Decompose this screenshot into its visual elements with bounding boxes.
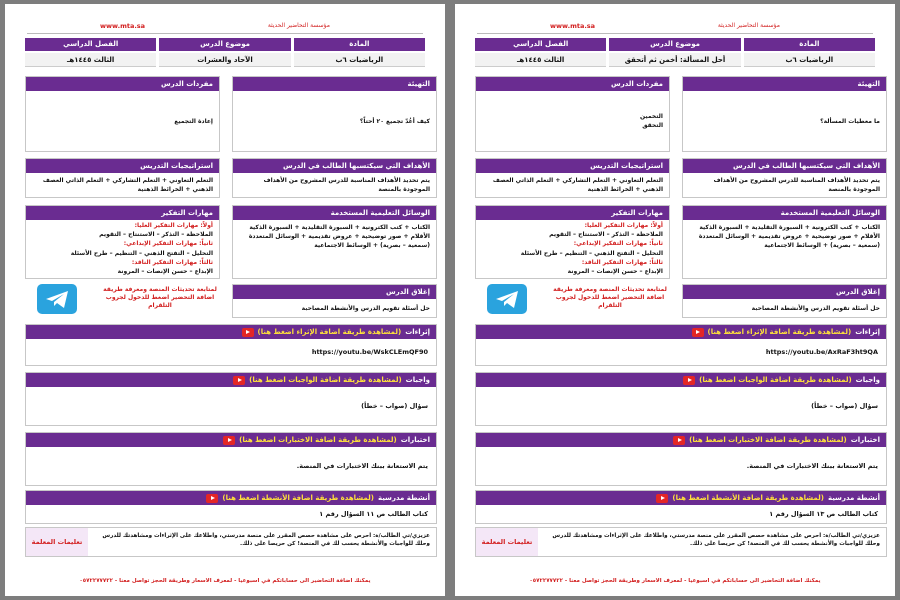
skills-text-1: الملاحظة – التذكر – الاستنتاج – التقويم: [549, 231, 663, 239]
homework-header: [476, 373, 886, 387]
tools-title: الوسائل التعليمية المستخدمة: [233, 206, 436, 220]
topic-column: [159, 38, 290, 69]
org-name: مؤسسة التحاضير الحديثة: [267, 22, 330, 29]
objectives-box: [682, 158, 887, 198]
strategies-box: [475, 158, 670, 198]
page-header: [5, 22, 445, 32]
homework-header: [26, 373, 436, 387]
youtube-play-icon[interactable]: [656, 494, 668, 503]
closing-box: [682, 284, 887, 318]
lesson-plan-page: [455, 4, 895, 596]
site-link[interactable]: www.mta.sa: [100, 22, 146, 30]
topic-value: الآحاد والعشرات: [159, 53, 290, 67]
thinking-skills-box: [25, 205, 220, 279]
divider: [27, 33, 423, 34]
activities-title: أنشطة مدرسية: [377, 494, 430, 502]
objectives-text: يتم تحديد الأهداف المناسبة للدرس المشروح من الأهداف الموجودة بالمنصة: [263, 177, 430, 193]
objectives-title: الأهداف التي سيكتسبها الطالب في الدرس: [233, 159, 436, 173]
tests-title: اختبارات: [400, 436, 430, 444]
topic-column: [609, 38, 740, 69]
lesson-plan-page: [5, 4, 445, 596]
skills-text: [26, 220, 219, 279]
enrichment-section: [475, 324, 887, 366]
strategies-title: استراتيجيات التدريس: [26, 159, 219, 173]
topic-label: موضوع الدرس: [159, 38, 290, 51]
telegram-icon[interactable]: [487, 284, 527, 314]
tests-section: [25, 432, 437, 486]
vocab-text: إعادة التجميع: [174, 117, 213, 125]
closing-text: حل أسئلة تقويم الدرس والأنشطة المصاحبة: [751, 304, 880, 312]
lesson-info-table: [475, 38, 875, 69]
term-value: الثالث ١٤٤٥هـ: [475, 53, 606, 67]
objectives-box: [232, 158, 437, 198]
objectives-title: الأهداف التي سيكتسبها الطالب في الدرس: [683, 159, 886, 173]
teacher-notes-text: عزيزي/تي الطالب/ة: احرص على مشاهدة حصص المقرر على منصة مدرستي، واطلاعك على الإثراءات ومشاهدتك للدرس وحلك للواجبات والأنشطة يحسب لك في المنصة! كن حريصا على ذلك.: [552, 533, 880, 547]
warmup-title: التهيئة: [233, 77, 436, 91]
skills-label-3: ثالثاً: مهارات التفكير الناقد:: [581, 258, 663, 266]
telegram-icon[interactable]: [37, 284, 77, 314]
youtube-play-icon[interactable]: [683, 376, 695, 385]
activities-section: [25, 490, 437, 524]
topic-label: موضوع الدرس: [609, 38, 740, 51]
homework-section: [475, 372, 887, 426]
youtube-play-icon[interactable]: [223, 436, 235, 445]
activities-header: [26, 491, 436, 505]
skills-label-1: أولاً: مهارات التفكير العليا:: [584, 222, 663, 229]
closing-title: إغلاق الدرس: [683, 285, 886, 299]
skills-text-2: التحليل – التفتح الذهني – التنظيم – طرح الأسئلة: [520, 249, 663, 257]
enrichment-title: إثراءات: [855, 328, 880, 336]
divider: [477, 33, 873, 34]
closing-title: إغلاق الدرس: [233, 285, 436, 299]
youtube-play-icon[interactable]: [673, 436, 685, 445]
youtube-play-icon[interactable]: [692, 328, 704, 337]
homework-text: سؤال (صواب – خطأ): [811, 402, 878, 410]
homework-video-link[interactable]: (لمشاهدة طريقة اضافة الواجبات اضغط هنا): [699, 376, 852, 384]
tests-video-link[interactable]: (لمشاهدة طريقة اضافة الاختبارات اضغط هنا): [239, 436, 397, 444]
activities-section: [475, 490, 887, 524]
skills-text-2: التحليل – التفتح الذهني – التنظيم – طرح الأسئلة: [70, 249, 213, 257]
promo-text[interactable]: لمتابعة تحديثات المنصة ومعرفة طريقة اضافة التحضير اضغط للدخول لجروب التلقرام: [553, 286, 667, 309]
activities-title: أنشطة مدرسية: [827, 494, 880, 502]
enrichment-video-link[interactable]: (لمشاهدة طريقة اضافة الإثراء اضغط هنا): [707, 328, 852, 336]
tools-box: [232, 205, 437, 279]
term-label: الفصل الدراسي: [475, 38, 606, 51]
strategies-text: التعلم التعاوني + التعلم التشاركي + التعلم الذاتي العصف الذهني + الخرائط الذهنية: [42, 177, 213, 193]
enrichment-video-link[interactable]: (لمشاهدة طريقة اضافة الإثراء اضغط هنا): [257, 328, 402, 336]
vocab-title: مفردات الدرس: [26, 77, 219, 91]
skills-text: [476, 220, 669, 279]
activities-video-link[interactable]: (لمشاهدة طريقة اضافة الأنشطة اضغط هنا): [672, 494, 824, 502]
teacher-notes-label: تعليمات المعلمة: [476, 528, 538, 556]
skills-text-1: الملاحظة – التذكر – الاستنتاج – التقويم: [99, 231, 213, 239]
activities-header: [476, 491, 886, 505]
tools-text: الكتاب + كتب الكترونية + السبورة التقليدية + السبورة الذكية الأقلام + صور توضيحية + عروض تقديمية + الوسائل المتعددة (سمعية – بصرية) + الوسائط الاجتماعية: [248, 224, 430, 249]
closing-box: [232, 284, 437, 318]
activities-text: كتاب الطالب ص ١١ السؤال رقم ١: [319, 510, 428, 518]
topic-value: أحل المسألة: أخمن ثم أتحقق: [609, 53, 740, 67]
telegram-promo[interactable]: [25, 284, 220, 318]
enrichment-header: [26, 325, 436, 339]
subject-label: المادة: [294, 38, 425, 51]
footer-note: يمكنك اضافة التحاضير الى حساباتكم في اسبوعيا - لمعرف الأسعار وطريقة الحجز تواصل معنا - ٠٥٧٢٢٧٧٧٢٢: [79, 578, 371, 584]
page-header: [455, 22, 895, 32]
closing-text: حل أسئلة تقويم الدرس والأنشطة المصاحبة: [301, 304, 430, 312]
footer-note: يمكنك اضافة التحاضير الى حساباتكم في اسبوعيا - لمعرف الأسعار وطريقة الحجز تواصل معنا - ٠٥٧٢٢٧٧٧٢٢: [529, 578, 821, 584]
thinking-skills-box: [475, 205, 670, 279]
strategies-box: [25, 158, 220, 198]
teacher-notes: [25, 527, 437, 557]
tests-header: [476, 433, 886, 447]
term-label: الفصل الدراسي: [25, 38, 156, 51]
enrichment-section: [25, 324, 437, 366]
teacher-notes: [475, 527, 887, 557]
tests-title: اختبارات: [850, 436, 880, 444]
tests-section: [475, 432, 887, 486]
skills-label-3: ثالثاً: مهارات التفكير الناقد:: [131, 258, 213, 266]
activities-video-link[interactable]: (لمشاهدة طريقة اضافة الأنشطة اضغط هنا): [222, 494, 374, 502]
site-link[interactable]: www.mta.sa: [550, 22, 596, 30]
warmup-text: كيف أعُدّ تجميع ٢٠ أحتاً؟: [359, 117, 430, 125]
skills-label-1: أولاً: مهارات التفكير العليا:: [134, 222, 213, 229]
enrichment-url[interactable]: https://youtu.be/AxRaF3ht9QA: [765, 348, 878, 356]
youtube-play-icon[interactable]: [206, 494, 218, 503]
term-column: [475, 38, 606, 69]
skills-label-2: ثانياً: مهارات التفكير الإبداعي:: [573, 240, 663, 248]
vocab-text: التخمين التحقق: [640, 113, 663, 129]
teacher-notes-label: تعليمات المعلمة: [26, 528, 88, 556]
skills-text-3: الإبداع – حسن الإنصات – المرونة: [117, 268, 213, 276]
tools-box: [682, 205, 887, 279]
tools-title: الوسائل التعليمية المستخدمة: [683, 206, 886, 220]
homework-video-link[interactable]: (لمشاهدة طريقة اضافة الواجبات اضغط هنا): [249, 376, 402, 384]
tests-text: يتم الاستعانة ببنك الاختبارات في المنصة.: [746, 462, 878, 470]
lesson-info-table: [25, 38, 425, 69]
skills-title: مهارات التفكير: [476, 206, 669, 220]
promo-text[interactable]: لمتابعة تحديثات المنصة ومعرفة طريقة اضافة التحضير اضغط للدخول لجروب التلقرام: [103, 286, 217, 309]
tests-text: يتم الاستعانة ببنك الاختبارات في المنصة.: [296, 462, 428, 470]
subject-value: الرياضيات ٦ب: [744, 53, 875, 67]
youtube-play-icon[interactable]: [242, 328, 254, 337]
homework-text: سؤال (صواب – خطأ): [361, 402, 428, 410]
skills-text-3: الإبداع – حسن الإنصات – المرونة: [567, 268, 663, 276]
homework-section: [25, 372, 437, 426]
tools-text: الكتاب + كتب الكترونية + السبورة التقليدية + السبورة الذكية الأقلام + صور توضيحية + عروض تقديمية + الوسائل المتعددة (سمعية – بصرية) + الوسائط الاجتماعية: [698, 224, 880, 249]
term-value: الثالث ١٤٤٥هـ: [25, 53, 156, 67]
skills-title: مهارات التفكير: [26, 206, 219, 220]
vocab-title: مفردات الدرس: [476, 77, 669, 91]
org-name: مؤسسة التحاضير الحديثة: [717, 22, 780, 29]
enrichment-title: إثراءات: [405, 328, 430, 336]
vocab-box: [475, 76, 670, 152]
teacher-notes-text: عزيزي/تي الطالب/ة: احرص على مشاهدة حصص المقرر على منصة مدرستي، واطلاعك على الإثراءات ومشاهدتك للدرس وحلك للواجبات والأنشطة يحسب لك في المنصة! كن حريصا على ذلك.: [102, 533, 430, 547]
warmup-box: [682, 76, 887, 152]
subject-value: الرياضيات ٦ب: [294, 53, 425, 67]
subject-column: [294, 38, 425, 69]
youtube-play-icon[interactable]: [233, 376, 245, 385]
tests-header: [26, 433, 436, 447]
strategies-title: استراتيجيات التدريس: [476, 159, 669, 173]
enrichment-header: [476, 325, 886, 339]
enrichment-url[interactable]: https://youtu.be/WskCLEmQF90: [311, 348, 428, 356]
subject-label: المادة: [744, 38, 875, 51]
homework-title: واجبات: [855, 376, 880, 384]
vocab-box: [25, 76, 220, 152]
objectives-text: يتم تحديد الأهداف المناسبة للدرس المشروح من الأهداف الموجودة بالمنصة: [713, 177, 880, 193]
activities-text: كتاب الطالب ص ١٣ السؤال رقم ١: [769, 510, 878, 518]
warmup-title: التهيئة: [683, 77, 886, 91]
term-column: [25, 38, 156, 69]
strategies-text: التعلم التعاوني + التعلم التشاركي + التعلم الذاتي العصف الذهني + الخرائط الذهنية: [492, 177, 663, 193]
subject-column: [744, 38, 875, 69]
warmup-text: ما معطيات المسألة؟: [820, 117, 880, 125]
warmup-box: [232, 76, 437, 152]
telegram-promo[interactable]: [475, 284, 670, 318]
tests-video-link[interactable]: (لمشاهدة طريقة اضافة الاختبارات اضغط هنا): [689, 436, 847, 444]
homework-title: واجبات: [405, 376, 430, 384]
skills-label-2: ثانياً: مهارات التفكير الإبداعي:: [123, 240, 213, 248]
